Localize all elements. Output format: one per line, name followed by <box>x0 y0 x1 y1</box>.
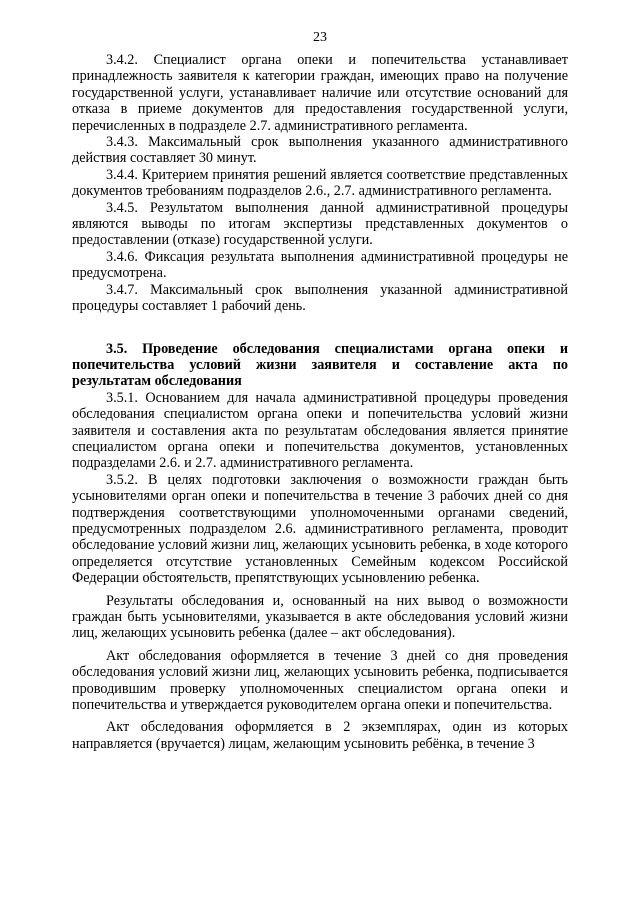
paragraph-act-timing: Акт обследования оформляется в течение 3 дней со дня проведения обследования условий жизни лиц, желающих усыновить ребенка, подписывается проводившим проверку уполномоченных специалистом органа опеки и попечительства и утверждается руководителем органа опеки и попечительства. <box>72 647 568 714</box>
paragraph-3-4-3: 3.4.3. Максимальный срок выполнения указанного административного действия составляет 30 минут. <box>72 134 568 167</box>
paragraph-3-5-2: 3.5.2. В целях подготовки заключения о возможности граждан быть усыновителями орган опеки и попечительства в течение 3 рабочих дней со дня подтверждения соответствующими уполномоченными органами сведений, предусмотренных подразделом 2.6. административного регламента, проводит обследование условий жизни лиц, желающих усыновить ребенка, в ходе которого определяется отсутствие установленных Семейным кодексом Российской Федерации обстоятельств, препятствующих усыновлению ребенка. <box>72 471 568 587</box>
document-body <box>72 52 568 752</box>
section-heading-3-5: 3.5. Проведение обследования специалистами органа опеки и попечительства условий жизни заявителя и составление акта по результатам обследования <box>72 340 568 390</box>
paragraph-3-4-6: 3.4.6. Фиксация результата выполнения административной процедуры не предусмотрена. <box>72 248 568 282</box>
page-number: 23 <box>313 30 327 45</box>
paragraph-3-4-4: 3.4.4. Критерием принятия решений является соответствие представленных документов требованиям подразделов 2.6., 2.7. административного регламента. <box>72 166 568 200</box>
paragraph-3-4-5: 3.4.5. Результатом выполнения данной административной процедуры являются выводы по итогам экспертизы представленных документов о предоставлении (отказе) государственной услуги. <box>72 199 568 249</box>
paragraph-3-4-7: 3.4.7. Максимальный срок выполнения указанной административной процедуры составляет 1 рабочий день. <box>72 281 568 315</box>
paragraph-3-5-1: 3.5.1. Основанием для начала административной процедуры проведения обследования специалистом органа опеки и попечительства условий жизни заявителя и составления акта по результатам обследования является принятие специалистом органа опеки и попечительства документов, установленных подразделами 2.6. и 2.7. административного регламента. <box>72 389 568 472</box>
paragraph-3-4-2: 3.4.2. Специалист органа опеки и попечительства устанавливает принадлежность заявителя к категории граждан, имеющих право на получение государственной услуги, устанавливает наличие или отсутствие оснований для отказа в приеме документов для предоставления государственной услуги, перечисленных в подразделе 2.7. административного регламента. <box>72 52 568 134</box>
paragraph-results: Результаты обследования и, основанный на них вывод о возможности граждан быть усыновителями, указывается в акте обследования условий жизни лиц, желающих усыновить ребенка (далее – акт обследования). <box>72 592 568 642</box>
paragraph-act-copies: Акт обследования оформляется в 2 экземплярах, один из которых направляется (вручается) лицам, желающим усыновить ребёнка, в течение 3 <box>72 719 568 752</box>
